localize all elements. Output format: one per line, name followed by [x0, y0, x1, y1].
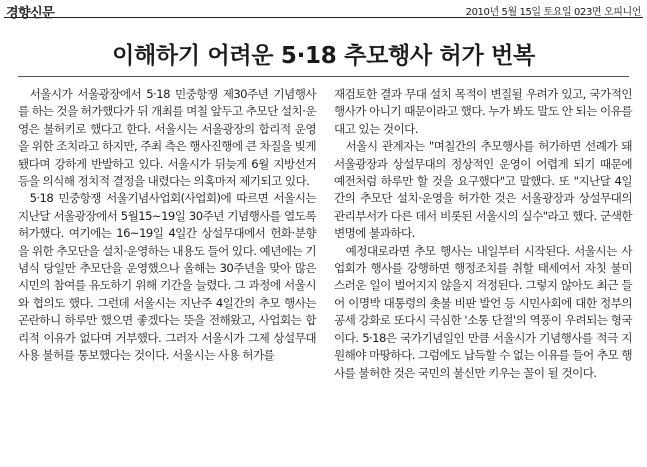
- article-column-left: [18, 86, 316, 365]
- article-paragraph: 서울시 관계자는 "며칠간의 추모행사를 허가하면 선례가 돼 서울광장과 상설무대의 정상적인 운영이 어렵게 되기 때문에 예전처럼 하루만 할 것을 요구했다"고 말했다. 또 "지난달 4일간의 추모단 설치·운영을 허가한 것은 서울광장과 상설무대의 관리부서가 다른 데서 비롯된 서울시의 실수"라고 했다. 군색한 변명에 불과하다.: [334, 139, 632, 241]
- masthead: [0, 0, 647, 21]
- editorial-headline: 이해하기 어려운 5·18 추모행사 허가 번복: [112, 43, 535, 70]
- newspaper-name: 경향신문: [6, 6, 55, 21]
- issue-dateline: 2010년 5월 15일 토요일 023면 오피니언: [465, 7, 641, 18]
- article-paragraph: 서울시가 서울광장에서 5·18 민중항쟁 제30주년 기념행사를 하는 것을 허가했다가 뒤 개최를 며칠 앞두고 추모단 설치·운영은 불허키로 했다고 한다. 서울시는 서울광장의 합리적 운영을 위한 조치라고 하지만, 주최 측은 행사진행에 큰 차질을 빚게 됐다며 강하게 반발하고 있다. 서울시가 뒤늦게 6월 지방선거 등을 의식해 정치적 결정을 내렸다는 의혹마저 제기되고 있다.: [18, 87, 316, 189]
- article-paragraph: 예정대로라면 추모 행사는 내일부터 시작된다. 서울시는 사업회가 행사를 강행하면 행정조치를 취할 태세여서 자칫 불미스러운 일이 벌어지지 않을지 걱정된다. 그렇지 않아도 최근 들어 이명박 대통령의 촛불 비판 발언 등 시민사회에 대한 정부의 공세 강화로 또다시 극심한 '소통 단절'의 역풍이 우려되는 형국이다. 5·18은 국가기념일인 만큼 서울시가 기념행사를 적극 지원해야 마땅하다. 그럼에도 납득할 수 없는 이유를 들어 추모 행사를 불허한 것은 국민의 불신만 키우는 꼴이 될 것이다.: [334, 243, 632, 380]
- headline-rule: [18, 76, 629, 77]
- masthead-rule: [4, 17, 643, 18]
- article-paragraph: 재검토한 결과 무대 설치 목적이 변질될 우려가 있고, 국가적인 행사가 아니기 때문이라고 했다. 누가 봐도 말도 안 되는 이유를 대고 있는 것이다.: [334, 87, 632, 136]
- article-paragraph: 5·18 민중항쟁 서울기념사업회(사업회)에 따르면 서울시는 지난달 서울광장에서 5월15~19일 30주년 기념행사를 열도록 허가했다. 여기에는 16~19일 4일간 상설무대에서 헌화·분향을 위한 추모단을 설치·운영하는 내용도 들어 있다. 예년에는 기념식 당일만 추모단을 운영했으나 올해는 30주년을 맞아 많은 시민의 참여를 유도하기 위해 기간을 늘렸다. 그 과정에 서울시와 협의도 했다. 그런데 서울시는 지난주 4일간의 추모 행사는 곤란하니 하루만 했으면 좋겠다는 뜻을 전해왔고, 사업회는 합리적 이유가 없다며 거부했다. 그러자 서울시가 그제 상설무대 사용 불허를 통보했다는 것이다. 서울시는 사용 허가를: [18, 191, 316, 363]
- article-column-right: [334, 86, 632, 382]
